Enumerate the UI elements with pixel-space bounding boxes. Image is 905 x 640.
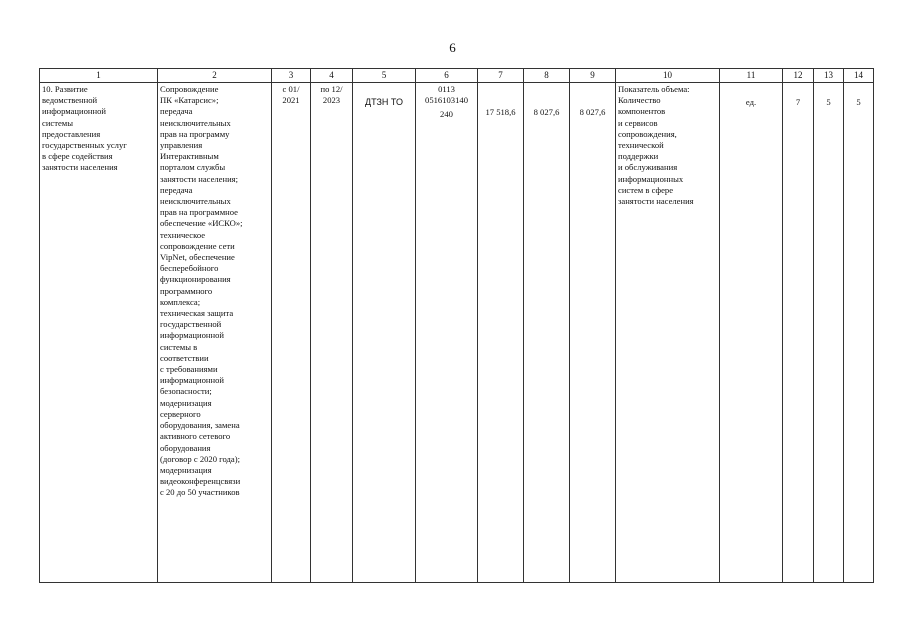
event-description-text: Сопровождение ПК «Катарсис»; передача неисключительных прав на программу управления Интерактивным порталом службы занятости населения; передача неисключительных прав на программное обеспечение «ИСКО»; техническое сопровождение сети VipNet, обеспечение бесперебойного функционирования программного комплекса; техническая защита государственной информационной системы в соответствии с требованиями информационной безопасности; модернизация серверного оборудования, замена активного сетевого оборудования (договор с 2020 года); модернизация видеоконференцсвязи с 20 до 50 участников [160, 84, 243, 498]
start-date-cell [272, 83, 311, 583]
header-cell-10: 10 [616, 69, 720, 83]
amount-year-2-text: 8 027,6 [579, 107, 606, 117]
unit-cell [720, 83, 783, 583]
value-2021-cell [783, 83, 814, 583]
header-cell-14: 14 [844, 69, 874, 83]
amount-year-1-text: 8 027,6 [533, 107, 560, 117]
value-2021-text: 7 [795, 97, 801, 107]
header-cell-11: 11 [720, 69, 783, 83]
value-2022-text: 5 [826, 97, 831, 107]
executor-text: ДТЗН ТО [364, 97, 404, 107]
table-row [40, 83, 874, 583]
header-cell-8: 8 [524, 69, 570, 83]
header-cell-5: 5 [353, 69, 416, 83]
header-cell-7: 7 [478, 69, 524, 83]
value-2023-cell [844, 83, 874, 583]
header-cell-6: 6 [416, 69, 478, 83]
budget-code-cell [416, 83, 478, 583]
page-number: 6 [449, 40, 456, 55]
header-cell-12: 12 [783, 69, 814, 83]
total-amount-text: 17 518,6 [485, 107, 516, 117]
program-table [39, 68, 874, 583]
indicator-cell [616, 83, 720, 583]
budget-code-line-1: 0113 [438, 84, 455, 94]
header-cell-9: 9 [570, 69, 616, 83]
total-amount-cell [478, 83, 524, 583]
executor-cell [353, 83, 416, 583]
amount-year-2-cell [570, 83, 616, 583]
event-description-cell [158, 83, 272, 583]
event-name-text: 10. Развитие ведомственной информационной системы предоставления государственных услуг в сфере содействия занятости населения [42, 84, 127, 173]
unit-text: ед. [745, 97, 757, 107]
value-2023-text: 5 [856, 97, 861, 107]
header-cell-2: 2 [158, 69, 272, 83]
amount-year-1-cell [524, 83, 570, 583]
header-cell-13: 13 [814, 69, 844, 83]
event-name-cell [40, 83, 158, 583]
end-date-text: по 12/ 2023 [320, 84, 343, 106]
start-date-text: с 01/ 2021 [282, 84, 300, 106]
header-cell-1: 1 [40, 69, 158, 83]
header-cell-4: 4 [311, 69, 353, 83]
value-2022-cell [814, 83, 844, 583]
budget-code-line-2: 0516103140 [425, 95, 468, 106]
budget-code-line-3: 240 [440, 109, 453, 120]
end-date-cell [311, 83, 353, 583]
header-cell-3: 3 [272, 69, 311, 83]
indicator-text: Показатель объема: Количество компонентов и сервисов сопровождения, технической поддержки и обслуживания информационных систем в сфере занятости населения [618, 84, 694, 207]
header-row [40, 69, 874, 83]
